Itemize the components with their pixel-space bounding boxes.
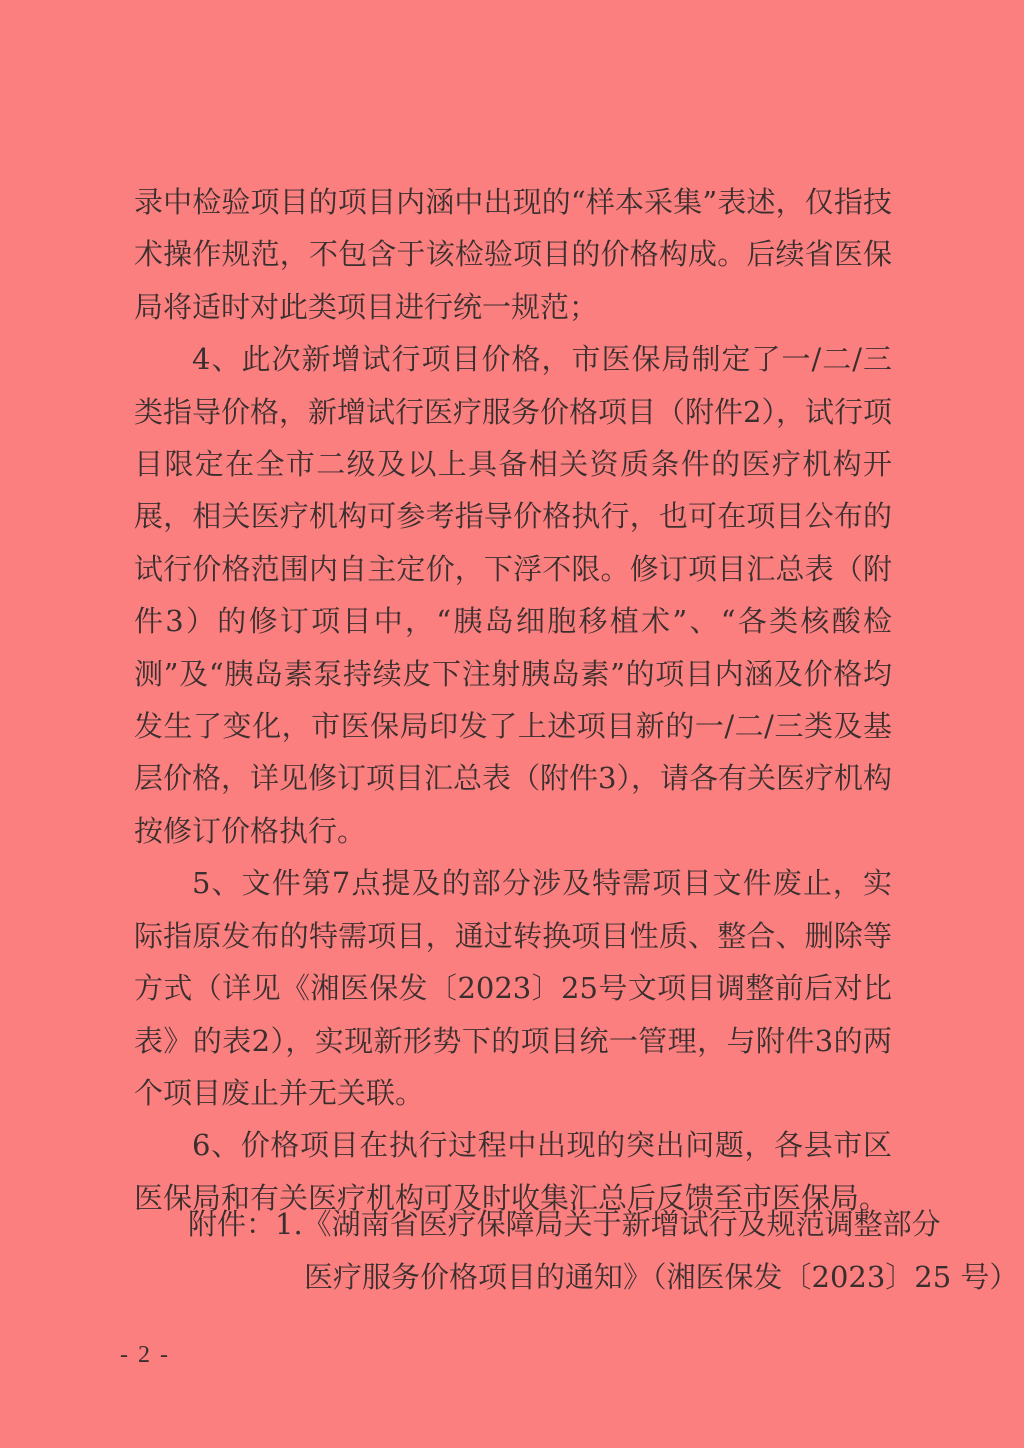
paragraph-item-5: 5、文件第7点提及的部分涉及特需项目文件废止，实际指原发布的特需项目，通过转换项目性质、整合、删除等方式（详见《湘医保发〔2023〕25号文项目调整前后对比表》的表2），实现新形势下的项目统一管理，与附件3的两个项目废止并无关联。 [134,866,892,1110]
paragraph-continuation: 录中检验项目的项目内涵中出现的“样本采集”表述，仅指技术操作规范，不包含于该检验项目的价格构成。后续省医保局将适时对此类项目进行统一规范； [134,185,892,324]
document-body [134,176,892,1224]
paragraph-item-4: 4、此次新增试行项目价格，市医保局制定了一/二/三类指导价格，新增试行医疗服务价格项目（附件2），试行项目限定在全市二级及以上具备相关资质条件的医疗机构开展，相关医疗机构可参考指导价格执行，也可在项目公布的试行价格范围内自主定价，下浮不限。修订项目汇总表（附件3）的修订项目中，“胰岛细胞移植术”、“各类核酸检测”及“胰岛素泵持续皮下注射胰岛素”的项目内涵及价格均发生了变化，市医保局印发了上述项目新的一/二/三类及基层价格，详见修订项目汇总表（附件3），请各有关医疗机构按修订价格执行。 [134,342,892,848]
attachment-line-2: 医疗服务价格项目的通知》（湘医保发〔2023〕25 号） [304,1260,1019,1294]
page-number: - 2 - [120,1342,170,1368]
attachment-line-1: 附件：1.《湖南省医疗保障局关于新增试行及规范调整部分 [188,1207,941,1241]
attachment-list [188,1198,1019,1304]
paragraph-item-6: 6、价格项目在执行过程中出现的突出问题，各县市区医保局和有关医疗机构可及时收集汇总后反馈至市医保局。 [134,1128,892,1215]
